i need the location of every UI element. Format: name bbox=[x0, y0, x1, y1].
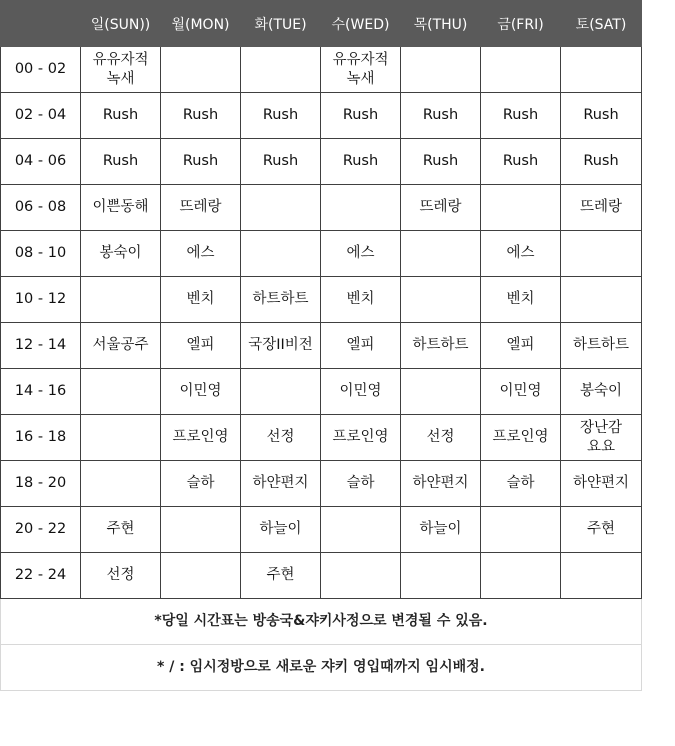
schedule-cell-mon bbox=[161, 507, 241, 553]
schedule-cell-sun bbox=[81, 369, 161, 415]
time-slot-label: 04 - 06 bbox=[1, 139, 81, 185]
schedule-cell-sat: 뜨레랑 bbox=[561, 185, 642, 231]
schedule-cell-thu bbox=[401, 47, 481, 93]
schedule-cell-wed: 슬하 bbox=[321, 461, 401, 507]
table-row bbox=[1, 47, 642, 93]
table-row bbox=[1, 231, 642, 277]
schedule-cell-thu bbox=[401, 277, 481, 323]
schedule-cell-sat: 봉숙이 bbox=[561, 369, 642, 415]
schedule-cell-thu: Rush bbox=[401, 93, 481, 139]
schedule-body bbox=[1, 47, 642, 691]
schedule-cell-sun: 유유자적 녹새 bbox=[81, 47, 161, 93]
table-row bbox=[1, 277, 642, 323]
schedule-cell-thu: 하늘이 bbox=[401, 507, 481, 553]
footnote-text: *당일 시간표는 방송국&쟈키사정으로 변경될 수 있음. bbox=[1, 599, 642, 645]
schedule-cell-wed bbox=[321, 185, 401, 231]
schedule-cell-sat bbox=[561, 277, 642, 323]
time-slot-label: 06 - 08 bbox=[1, 185, 81, 231]
schedule-cell-sun: Rush bbox=[81, 93, 161, 139]
schedule-cell-thu: 하트하트 bbox=[401, 323, 481, 369]
schedule-cell-thu: 선정 bbox=[401, 415, 481, 461]
schedule-cell-fri: 이민영 bbox=[481, 369, 561, 415]
schedule-cell-wed: 벤치 bbox=[321, 277, 401, 323]
schedule-cell-sat: Rush bbox=[561, 93, 642, 139]
header-row bbox=[1, 1, 642, 47]
schedule-cell-mon: Rush bbox=[161, 139, 241, 185]
time-slot-label: 18 - 20 bbox=[1, 461, 81, 507]
schedule-cell-wed: Rush bbox=[321, 139, 401, 185]
table-row bbox=[1, 93, 642, 139]
table-row bbox=[1, 415, 642, 461]
schedule-cell-mon bbox=[161, 553, 241, 599]
schedule-cell-fri bbox=[481, 553, 561, 599]
schedule-cell-sat: 하얀편지 bbox=[561, 461, 642, 507]
schedule-cell-sat: Rush bbox=[561, 139, 642, 185]
time-slot-label: 14 - 16 bbox=[1, 369, 81, 415]
schedule-cell-fri: 슬하 bbox=[481, 461, 561, 507]
schedule-cell-mon: 벤치 bbox=[161, 277, 241, 323]
schedule-cell-tue: 주현 bbox=[241, 553, 321, 599]
schedule-cell-fri bbox=[481, 507, 561, 553]
table-row bbox=[1, 507, 642, 553]
day-header-tue: 화(TUE) bbox=[241, 1, 321, 47]
schedule-cell-mon: 엘피 bbox=[161, 323, 241, 369]
schedule-cell-mon: 이민영 bbox=[161, 369, 241, 415]
time-slot-label: 10 - 12 bbox=[1, 277, 81, 323]
schedule-cell-tue: Rush bbox=[241, 93, 321, 139]
schedule-cell-tue: 하얀편지 bbox=[241, 461, 321, 507]
schedule-cell-tue: 하늘이 bbox=[241, 507, 321, 553]
schedule-cell-fri bbox=[481, 47, 561, 93]
schedule-cell-tue bbox=[241, 369, 321, 415]
schedule-cell-wed bbox=[321, 553, 401, 599]
schedule-cell-sat bbox=[561, 553, 642, 599]
day-header-fri: 금(FRI) bbox=[481, 1, 561, 47]
schedule-cell-sun: 이쁜동해 bbox=[81, 185, 161, 231]
time-slot-label: 22 - 24 bbox=[1, 553, 81, 599]
schedule-cell-sun bbox=[81, 415, 161, 461]
schedule-cell-sun: 봉숙이 bbox=[81, 231, 161, 277]
time-slot-label: 20 - 22 bbox=[1, 507, 81, 553]
schedule-cell-tue bbox=[241, 47, 321, 93]
footnote-text: * / : 임시정방으로 새로운 쟈키 영입때까지 임시배정. bbox=[1, 645, 642, 691]
day-header-wed: 수(WED) bbox=[321, 1, 401, 47]
schedule-cell-mon: Rush bbox=[161, 93, 241, 139]
schedule-cell-mon bbox=[161, 47, 241, 93]
schedule-cell-thu: 하얀편지 bbox=[401, 461, 481, 507]
schedule-cell-thu bbox=[401, 553, 481, 599]
schedule-cell-fri: 벤치 bbox=[481, 277, 561, 323]
schedule-cell-wed: 엘피 bbox=[321, 323, 401, 369]
table-row bbox=[1, 461, 642, 507]
schedule-cell-wed: 에스 bbox=[321, 231, 401, 277]
schedule-cell-sat bbox=[561, 231, 642, 277]
schedule-cell-fri: 엘피 bbox=[481, 323, 561, 369]
schedule-cell-tue bbox=[241, 185, 321, 231]
schedule-cell-sun: 서울공주 bbox=[81, 323, 161, 369]
schedule-cell-sat bbox=[561, 47, 642, 93]
schedule-cell-sat: 하트하트 bbox=[561, 323, 642, 369]
day-header-sun: 일(SUN)) bbox=[81, 1, 161, 47]
time-slot-label: 02 - 04 bbox=[1, 93, 81, 139]
schedule-cell-mon: 뜨레랑 bbox=[161, 185, 241, 231]
schedule-cell-wed: Rush bbox=[321, 93, 401, 139]
schedule-cell-tue: 국장II비전 bbox=[241, 323, 321, 369]
time-slot-label: 00 - 02 bbox=[1, 47, 81, 93]
table-row bbox=[1, 323, 642, 369]
table-row bbox=[1, 369, 642, 415]
schedule-cell-tue: Rush bbox=[241, 139, 321, 185]
time-slot-label: 12 - 14 bbox=[1, 323, 81, 369]
schedule-cell-sat: 장난감 요요 bbox=[561, 415, 642, 461]
schedule-cell-sun bbox=[81, 277, 161, 323]
schedule-cell-fri: Rush bbox=[481, 139, 561, 185]
schedule-cell-tue: 선정 bbox=[241, 415, 321, 461]
schedule-cell-fri bbox=[481, 185, 561, 231]
schedule-cell-sun: Rush bbox=[81, 139, 161, 185]
schedule-cell-sat: 주현 bbox=[561, 507, 642, 553]
note-row bbox=[1, 599, 642, 645]
schedule-cell-thu: 뜨레랑 bbox=[401, 185, 481, 231]
time-slot-label: 16 - 18 bbox=[1, 415, 81, 461]
schedule-cell-tue bbox=[241, 231, 321, 277]
day-header-sat: 토(SAT) bbox=[561, 1, 642, 47]
table-row bbox=[1, 185, 642, 231]
day-header-mon: 월(MON) bbox=[161, 1, 241, 47]
schedule-cell-sun bbox=[81, 461, 161, 507]
header-corner bbox=[1, 1, 81, 47]
schedule-cell-fri: Rush bbox=[481, 93, 561, 139]
schedule-cell-thu: Rush bbox=[401, 139, 481, 185]
schedule-cell-fri: 에스 bbox=[481, 231, 561, 277]
schedule-cell-mon: 에스 bbox=[161, 231, 241, 277]
schedule-cell-tue: 하트하트 bbox=[241, 277, 321, 323]
schedule-cell-mon: 프로인영 bbox=[161, 415, 241, 461]
schedule-cell-fri: 프로인영 bbox=[481, 415, 561, 461]
schedule-cell-wed: 이민영 bbox=[321, 369, 401, 415]
table-row bbox=[1, 139, 642, 185]
schedule-cell-thu bbox=[401, 231, 481, 277]
schedule-cell-wed bbox=[321, 507, 401, 553]
table-row bbox=[1, 553, 642, 599]
schedule-cell-sun: 선정 bbox=[81, 553, 161, 599]
schedule-cell-sun: 주현 bbox=[81, 507, 161, 553]
day-header-thu: 목(THU) bbox=[401, 1, 481, 47]
note-row bbox=[1, 645, 642, 691]
schedule-cell-thu bbox=[401, 369, 481, 415]
schedule-cell-wed: 프로인영 bbox=[321, 415, 401, 461]
schedule-cell-mon: 슬하 bbox=[161, 461, 241, 507]
schedule-cell-wed: 유유자적 녹새 bbox=[321, 47, 401, 93]
time-slot-label: 08 - 10 bbox=[1, 231, 81, 277]
